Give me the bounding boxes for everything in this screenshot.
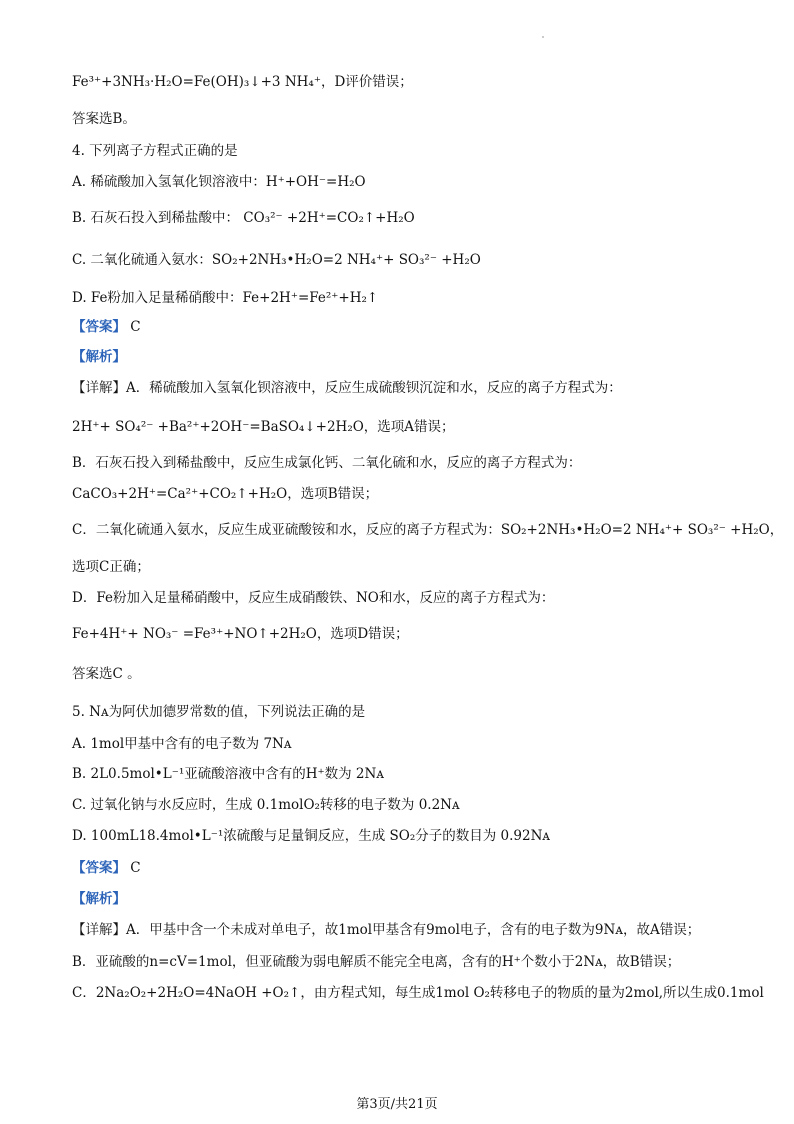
text-line: B．亚硫酸的n=cV=1mol，但亚硫酸为弱电解质不能完全电离，含有的H⁺个数小于2Nᴀ，故B错误； bbox=[72, 954, 681, 970]
answer-tag: 【答案】 bbox=[72, 319, 126, 335]
answer-value: C bbox=[130, 319, 141, 335]
text-line: D．Fe粉加入足量稀硝酸中，反应生成硝酸铁、NO和水，反应的离子方程式为： bbox=[72, 590, 555, 606]
page-footer: 第3页/共21页 bbox=[356, 1097, 438, 1112]
text-line: CaCO₃+2H⁺=Ca²⁺+CO₂↑+H₂O，选项B错误； bbox=[72, 486, 379, 502]
text-line: C．2Na₂O₂+2H₂O=4NaOH +O₂↑，由方程式知，每生成1mol O₂转移电子的物质的量为2mol,所以生成0.1mol bbox=[72, 985, 764, 1001]
option-a: A. 1mol甲基中含有的电子数为 7Nᴀ bbox=[72, 736, 292, 752]
analysis-row bbox=[72, 889, 734, 909]
option-d: D. 100mL18.4mol•L⁻¹浓硫酸与足量铜反应，生成 SO₂分子的数目为 0.92Nᴀ bbox=[72, 828, 551, 844]
detail-row bbox=[72, 920, 734, 940]
answer-row bbox=[72, 858, 734, 878]
text-line: C．二氧化硫通入氨水，反应生成亚硫酸铵和水，反应的离子方程式为：SO₂+2NH₃•H₂O=2 NH₄⁺+ SO₃²⁻ +H₂O， bbox=[72, 522, 784, 538]
question-4-stem: 4. 下列离子方程式正确的是 bbox=[72, 143, 238, 159]
text-line: 答案选C 。 bbox=[72, 666, 141, 682]
option-b: B. 2L0.5mol•L⁻¹亚硫酸溶液中含有的H⁺数为 2Nᴀ bbox=[72, 766, 384, 782]
answer-value: C bbox=[130, 860, 141, 876]
option-d: D. Fe粉加入足量稀硝酸中：Fe+2H⁺=Fe²⁺+H₂↑ bbox=[72, 290, 379, 306]
option-a: A. 稀硫酸加入氢氧化钡溶液中：H⁺+OH⁻=H₂O bbox=[72, 174, 366, 190]
analysis-tag: 【解析】 bbox=[72, 891, 126, 907]
text-line: 答案选B。 bbox=[72, 111, 136, 127]
text-line: B．石灰石投入到稀盐酸中，反应生成氯化钙、二氧化硫和水，反应的离子方程式为： bbox=[72, 455, 582, 471]
text-line: Fe³⁺+3NH₃·H₂O=Fe(OH)₃↓+3 NH₄⁺，D评价错误； bbox=[72, 74, 413, 90]
detail-text: A．甲基中含一个未成对单电子，故1mol甲基含有9mol电子，含有的电子数为9Nᴀ，故A错误； bbox=[126, 922, 701, 938]
detail-row bbox=[72, 378, 734, 398]
analysis-row bbox=[72, 347, 734, 367]
scan-speck bbox=[542, 36, 544, 38]
option-c: C. 过氧化钠与水反应时，生成 0.1molO₂转移的电子数为 0.2Nᴀ bbox=[72, 797, 460, 813]
analysis-tag: 【解析】 bbox=[72, 349, 126, 365]
detail-tag: 【详解】 bbox=[72, 380, 126, 396]
option-b: B. 石灰石投入到稀盐酸中： CO₃²⁻ +2H⁺=CO₂↑+H₂O bbox=[72, 210, 415, 226]
question-5-stem: 5. Nᴀ为阿伏加德罗常数的值，下列说法正确的是 bbox=[72, 704, 366, 720]
answer-row bbox=[72, 317, 734, 337]
option-c: C. 二氧化硫通入氨水：SO₂+2NH₃•H₂O=2 NH₄⁺+ SO₃²⁻ +H₂O bbox=[72, 252, 481, 268]
text-line: 2H⁺+ SO₄²⁻ +Ba²⁺+2OH⁻=BaSO₄↓+2H₂O，选项A错误； bbox=[72, 419, 455, 435]
answer-tag: 【答案】 bbox=[72, 860, 126, 876]
text-line: 选项C正确； bbox=[72, 559, 150, 575]
detail-text: A．稀硫酸加入氢氧化钡溶液中，反应生成硫酸钡沉淀和水，反应的离子方程式为： bbox=[126, 380, 622, 396]
detail-tag: 【详解】 bbox=[72, 922, 126, 938]
text-line: Fe+4H⁺+ NO₃⁻ =Fe³⁺+NO↑+2H₂O，选项D错误； bbox=[72, 626, 409, 642]
